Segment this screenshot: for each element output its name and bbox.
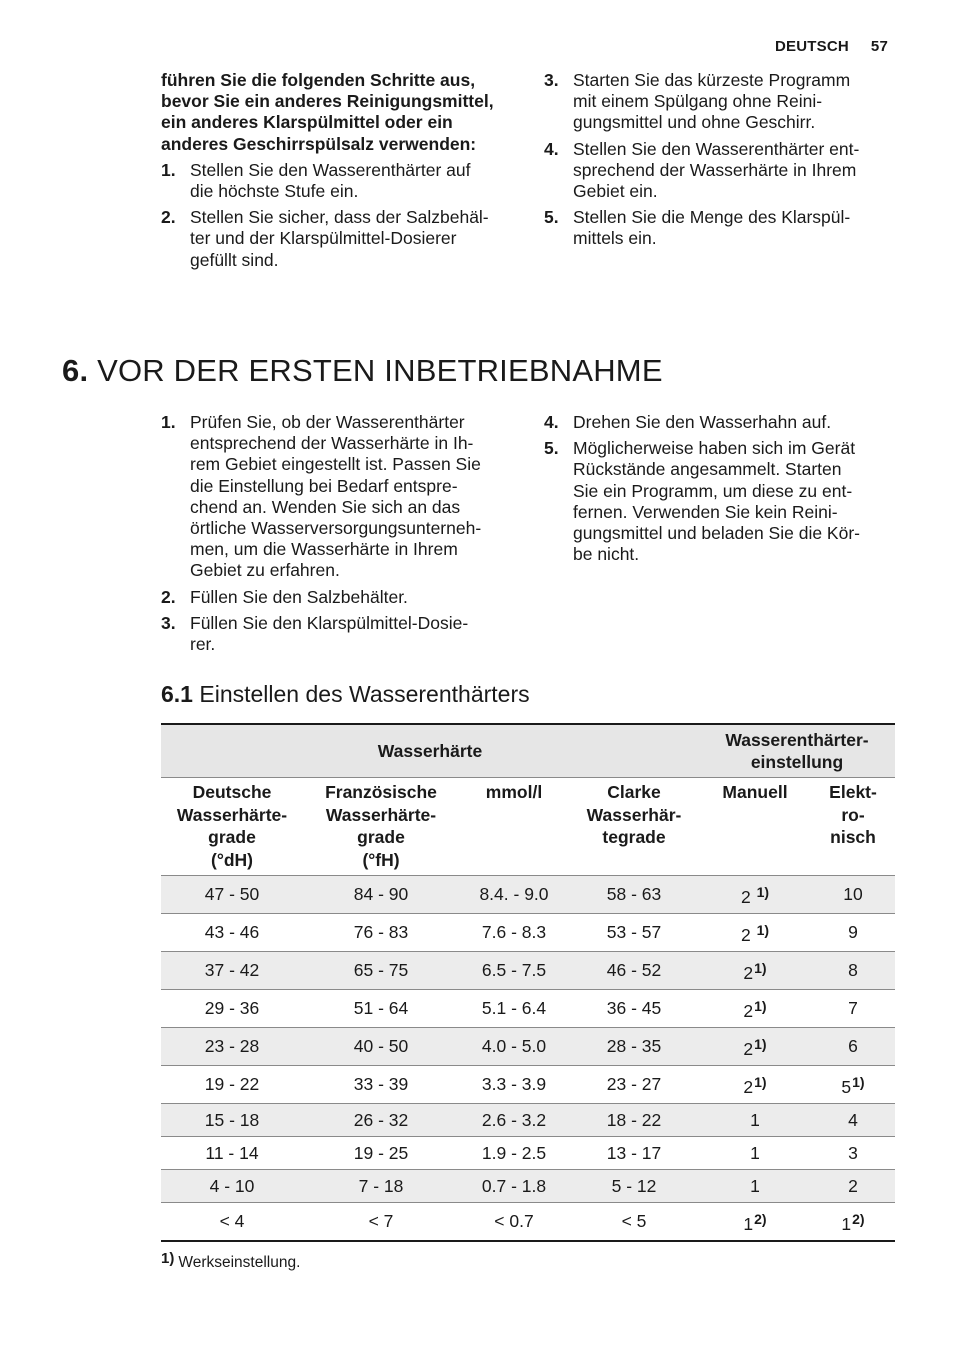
step-text-line: örtliche Wasserversorgungsunterneh- bbox=[190, 518, 482, 539]
header-line: Wasserhär- bbox=[586, 804, 682, 825]
cell-value: 53 - 57 bbox=[606, 922, 662, 943]
cell-value: 65 - 75 bbox=[353, 960, 409, 981]
step-text-line: rer. bbox=[190, 634, 216, 655]
chapter-right-column bbox=[544, 412, 899, 570]
table-cell bbox=[459, 952, 569, 990]
step-number: 1. bbox=[161, 159, 176, 180]
table-cell bbox=[303, 1203, 459, 1242]
table-cell bbox=[699, 1066, 811, 1104]
step-text-line: die höchste Stufe ein. bbox=[190, 181, 359, 202]
column-header bbox=[569, 778, 699, 876]
cell-value: 2 bbox=[743, 1000, 754, 1021]
cell-value: 2.6 - 3.2 bbox=[481, 1109, 547, 1130]
step-text-line: sprechend der Wasserhärte in Ihrem bbox=[573, 159, 857, 180]
table-cell bbox=[161, 990, 303, 1028]
step-text-line: Gebiet ein. bbox=[573, 181, 658, 202]
cell-value: 29 - 36 bbox=[204, 998, 260, 1019]
step-number: 3. bbox=[544, 70, 559, 90]
cell-value: 7 - 18 bbox=[358, 1175, 404, 1196]
step-text-line: men, um die Wasserhärte in Ihrem bbox=[190, 539, 458, 560]
cell-value: 7.6 - 8.3 bbox=[481, 922, 547, 943]
table-cell bbox=[811, 1028, 895, 1066]
table-cell bbox=[569, 990, 699, 1028]
cell-value: 46 - 52 bbox=[606, 960, 662, 981]
cell-value: 2 bbox=[743, 1038, 754, 1059]
table-cell bbox=[459, 1066, 569, 1104]
table-cell bbox=[699, 1203, 811, 1242]
table-cell bbox=[161, 1066, 303, 1104]
header-line: Wasserhärte- bbox=[325, 804, 437, 825]
table-cell bbox=[459, 876, 569, 914]
step-text-line: Füllen Sie den Klarspülmittel-Dosie- bbox=[190, 612, 469, 633]
table-row bbox=[161, 914, 895, 952]
header-line: Deutsche bbox=[192, 782, 272, 802]
table-row bbox=[161, 1104, 895, 1137]
table-cell bbox=[161, 1104, 303, 1137]
step-number: 4. bbox=[544, 412, 559, 432]
table-cell bbox=[161, 914, 303, 952]
step-text-line: gungsmittel und beladen Sie die Kör- bbox=[573, 523, 860, 544]
table-cell bbox=[303, 990, 459, 1028]
header-line: Wasserhärte- bbox=[176, 804, 288, 825]
step-text-line: ter und der Klarspülmittel-Dosierer bbox=[190, 228, 457, 249]
list-item bbox=[544, 207, 899, 249]
header-line: einstellung bbox=[750, 752, 844, 772]
footnote-ref: 1) bbox=[852, 1073, 865, 1090]
header-line: Französische bbox=[325, 782, 437, 802]
cell-value: 18 - 22 bbox=[606, 1109, 662, 1130]
header-line: tegrade bbox=[602, 827, 666, 847]
step-number: 2. bbox=[161, 207, 176, 228]
footnote-ref: 1) bbox=[756, 883, 770, 900]
cell-value: 2 bbox=[740, 924, 751, 945]
chapter-number: 6. bbox=[62, 353, 89, 388]
column-header bbox=[699, 778, 811, 876]
section-heading bbox=[161, 681, 530, 708]
table-row bbox=[161, 1170, 895, 1203]
intro-text: führen Sie die folgenden Schritte aus, bevor Sie ein anderes Reinigungsmittel, ein anderes Klarspülmittel oder ein anderes Geschirrspülsalz verwenden: bbox=[161, 70, 494, 154]
cell-value: 1 bbox=[841, 1213, 852, 1234]
chapter-title: VOR DER ERSTEN INBETRIEBNAHME bbox=[97, 353, 663, 388]
section-title: Einstellen des Wasserenthärters bbox=[199, 681, 530, 707]
table-cell bbox=[569, 1137, 699, 1170]
table-cell bbox=[459, 1137, 569, 1170]
group-header-hardness: Wasserhärte bbox=[161, 724, 699, 778]
list-item bbox=[544, 139, 899, 203]
header-line: mmol/l bbox=[485, 782, 543, 802]
step-number: 1. bbox=[161, 412, 176, 432]
step-text-line: Füllen Sie den Salzbehälter. bbox=[190, 586, 408, 607]
list-item bbox=[161, 207, 516, 271]
table-cell bbox=[569, 876, 699, 914]
table-cell bbox=[303, 952, 459, 990]
cell-value: 10 bbox=[843, 884, 863, 905]
table-cell bbox=[811, 1203, 895, 1242]
footnote-ref: 2) bbox=[754, 1210, 767, 1227]
cell-value: 1 bbox=[750, 1109, 760, 1130]
list-item bbox=[161, 412, 516, 582]
cell-value: 23 - 27 bbox=[606, 1074, 662, 1095]
header-line: Manuell bbox=[722, 782, 788, 802]
step-text-line: Stellen Sie sicher, dass der Salzbehäl- bbox=[190, 207, 489, 228]
step-text-line: mit einem Spülgang ohne Reini- bbox=[573, 91, 823, 112]
table-cell bbox=[161, 1137, 303, 1170]
step-text-line: Rückstände angesammelt. Starten bbox=[573, 459, 842, 480]
table-cell bbox=[161, 952, 303, 990]
step-text-line: Stellen Sie den Wasserenthärter auf bbox=[190, 159, 471, 180]
cell-value: 43 - 46 bbox=[204, 922, 260, 943]
footnote-ref: 1) bbox=[754, 1035, 767, 1052]
cell-value: 47 - 50 bbox=[204, 884, 260, 905]
table-cell bbox=[811, 990, 895, 1028]
page-header bbox=[775, 38, 888, 55]
cell-value: 19 - 25 bbox=[353, 1142, 409, 1163]
table-cell bbox=[811, 1137, 895, 1170]
cell-value: 3 bbox=[848, 1142, 858, 1163]
chapter-heading bbox=[62, 353, 663, 389]
footnote-ref: 2) bbox=[852, 1210, 865, 1227]
cell-value: 7 bbox=[848, 998, 858, 1019]
table-cell bbox=[569, 1170, 699, 1203]
header-line: Clarke bbox=[607, 782, 661, 802]
table-cell bbox=[811, 952, 895, 990]
step-text-line: Stellen Sie den Wasserenthärter ent- bbox=[573, 138, 860, 159]
cell-value: 2 bbox=[743, 962, 754, 983]
step-number: 3. bbox=[161, 612, 176, 633]
step-text-line: gungsmittel und ohne Geschirr. bbox=[573, 112, 816, 133]
group-header-setting bbox=[699, 724, 895, 778]
step-text-line: entsprechend der Wasserhärte in Ih- bbox=[190, 433, 474, 454]
table-cell bbox=[699, 990, 811, 1028]
step-text-line: rem Gebiet eingestellt ist. Passen Sie bbox=[190, 454, 481, 475]
steps-list bbox=[161, 160, 516, 271]
cell-value: 19 - 22 bbox=[204, 1074, 260, 1095]
header-line: grade bbox=[208, 827, 256, 847]
cell-value: < 7 bbox=[368, 1211, 394, 1232]
step-text-line: gefüllt sind. bbox=[190, 249, 279, 270]
table-cell bbox=[699, 1104, 811, 1137]
table-cell bbox=[161, 1170, 303, 1203]
table-cell bbox=[811, 914, 895, 952]
chapter-left-column bbox=[161, 412, 516, 660]
table-cell bbox=[303, 1137, 459, 1170]
cell-value: < 4 bbox=[219, 1211, 245, 1232]
cell-value: 5 bbox=[841, 1076, 852, 1097]
step-text-line: Prüfen Sie, ob der Wasserenthärter bbox=[190, 412, 465, 432]
cell-value: 1 bbox=[743, 1213, 754, 1234]
cell-value: 26 - 32 bbox=[353, 1109, 409, 1130]
cell-value: 2 bbox=[740, 886, 751, 907]
table-cell bbox=[699, 914, 811, 952]
footnote-ref: 1) bbox=[754, 997, 767, 1014]
table-cell bbox=[303, 1104, 459, 1137]
header-line: (°dH) bbox=[211, 849, 253, 870]
cell-value: 1 bbox=[750, 1175, 760, 1196]
top-right-column bbox=[544, 70, 899, 255]
list-item bbox=[544, 438, 899, 565]
table-cell bbox=[569, 952, 699, 990]
step-text-line: fernen. Verwenden Sie kein Reini- bbox=[573, 501, 838, 522]
table-row bbox=[161, 1028, 895, 1066]
page-number: 57 bbox=[870, 38, 888, 55]
step-number: 5. bbox=[544, 207, 559, 228]
step-text-line: Sie ein Programm, um diese zu ent- bbox=[573, 480, 853, 501]
table-cell bbox=[303, 1170, 459, 1203]
step-number: 4. bbox=[544, 138, 559, 159]
cell-value: 40 - 50 bbox=[353, 1036, 409, 1057]
table-cell bbox=[459, 1028, 569, 1066]
step-text-line: die Einstellung bei Bedarf entspre- bbox=[190, 475, 458, 496]
cell-value: 23 - 28 bbox=[204, 1036, 260, 1057]
header-line: (°fH) bbox=[362, 849, 400, 870]
cell-value: 36 - 45 bbox=[606, 998, 662, 1019]
column-header bbox=[811, 778, 895, 876]
footnote-ref: 1) bbox=[756, 921, 770, 938]
header-line: ro- bbox=[841, 804, 865, 825]
step-text-line: Möglicherweise haben sich im Gerät bbox=[573, 438, 856, 459]
cell-value: < 5 bbox=[621, 1211, 647, 1232]
steps-list bbox=[161, 412, 516, 655]
header-line: nisch bbox=[830, 827, 876, 847]
table-cell bbox=[161, 1203, 303, 1242]
list-item bbox=[161, 587, 516, 608]
table-cell bbox=[459, 1170, 569, 1203]
table-cell bbox=[459, 990, 569, 1028]
cell-value: 2 bbox=[848, 1175, 858, 1196]
table-cell bbox=[161, 876, 303, 914]
footnote-mark: 1) bbox=[161, 1250, 175, 1267]
steps-list bbox=[544, 412, 899, 565]
table-cell bbox=[569, 1066, 699, 1104]
table-row bbox=[161, 990, 895, 1028]
list-item bbox=[544, 70, 899, 134]
cell-value: 58 - 63 bbox=[606, 884, 662, 905]
top-left-column bbox=[161, 70, 516, 276]
section-number: 6.1 bbox=[161, 681, 193, 707]
table-cell bbox=[459, 914, 569, 952]
table-cell bbox=[569, 914, 699, 952]
cell-value: 37 - 42 bbox=[204, 960, 260, 981]
table-cell bbox=[811, 1066, 895, 1104]
table-cell bbox=[303, 876, 459, 914]
table-cell bbox=[699, 1170, 811, 1203]
step-text-line: be nicht. bbox=[573, 544, 640, 565]
footnote-ref: 1) bbox=[754, 959, 767, 976]
cell-value: < 0.7 bbox=[494, 1211, 534, 1232]
step-text-line: Drehen Sie den Wasserhahn auf. bbox=[573, 412, 832, 432]
column-header bbox=[303, 778, 459, 876]
table-cell bbox=[699, 952, 811, 990]
table-body bbox=[161, 876, 895, 1242]
cell-value: 2 bbox=[743, 1076, 754, 1097]
cell-value: 13 - 17 bbox=[606, 1142, 662, 1163]
cell-value: 5.1 - 6.4 bbox=[481, 998, 547, 1019]
cell-value: 6.5 - 7.5 bbox=[481, 960, 547, 981]
water-hardness-table bbox=[161, 723, 895, 1242]
cell-value: 11 - 14 bbox=[205, 1142, 259, 1163]
table-row bbox=[161, 1066, 895, 1104]
table-cell bbox=[699, 1028, 811, 1066]
column-header bbox=[459, 778, 569, 876]
step-text-line: Stellen Sie die Menge des Klarspül- bbox=[573, 207, 851, 228]
footnote-text: Werkseinstellung. bbox=[178, 1254, 301, 1271]
cell-value: 1.9 - 2.5 bbox=[481, 1142, 547, 1163]
header-line: Elekt- bbox=[829, 782, 877, 802]
cell-value: 4 - 10 bbox=[209, 1175, 255, 1196]
cell-value: 3.3 - 3.9 bbox=[481, 1074, 547, 1095]
steps-list bbox=[544, 70, 899, 250]
list-item bbox=[161, 160, 516, 202]
step-text-line: Gebiet zu erfahren. bbox=[190, 560, 340, 581]
step-number: 2. bbox=[161, 586, 176, 607]
table-cell bbox=[161, 1028, 303, 1066]
table-cell bbox=[811, 1104, 895, 1137]
table-cell bbox=[699, 1137, 811, 1170]
table-cell bbox=[459, 1203, 569, 1242]
list-item bbox=[544, 412, 899, 433]
header-line: Wasserenthärter- bbox=[725, 729, 869, 750]
table-cell bbox=[569, 1104, 699, 1137]
footnote-ref: 1) bbox=[754, 1073, 767, 1090]
cell-value: 9 bbox=[848, 922, 858, 943]
table-cell bbox=[303, 914, 459, 952]
step-text-line: chend an. Wenden Sie sich an das bbox=[190, 496, 461, 517]
cell-value: 76 - 83 bbox=[353, 922, 409, 943]
table-cell bbox=[303, 1028, 459, 1066]
column-header bbox=[161, 778, 303, 876]
table-row bbox=[161, 1203, 895, 1242]
header-language: DEUTSCH bbox=[775, 38, 849, 55]
cell-value: 0.7 - 1.8 bbox=[481, 1175, 547, 1196]
table-cell bbox=[811, 876, 895, 914]
header-line: grade bbox=[357, 827, 405, 847]
table-cell bbox=[569, 1028, 699, 1066]
step-text-line: Starten Sie das kürzeste Programm bbox=[573, 70, 851, 90]
table-row bbox=[161, 876, 895, 914]
cell-value: 5 - 12 bbox=[611, 1175, 657, 1196]
cell-value: 33 - 39 bbox=[353, 1074, 409, 1095]
cell-value: 6 bbox=[848, 1036, 858, 1057]
cell-value: 8.4. - 9.0 bbox=[479, 884, 549, 905]
table-cell bbox=[699, 876, 811, 914]
cell-value: 28 - 35 bbox=[606, 1036, 662, 1057]
cell-value: 84 - 90 bbox=[353, 884, 409, 905]
table-cell bbox=[459, 1104, 569, 1137]
cell-value: 8 bbox=[848, 960, 858, 981]
table-row bbox=[161, 952, 895, 990]
cell-value: 4 bbox=[848, 1109, 858, 1130]
table-cell bbox=[569, 1203, 699, 1242]
footnote bbox=[161, 1250, 300, 1272]
cell-value: 4.0 - 5.0 bbox=[481, 1036, 547, 1057]
table-cell bbox=[811, 1170, 895, 1203]
list-item bbox=[161, 613, 516, 655]
cell-value: 15 - 18 bbox=[204, 1109, 260, 1130]
step-text-line: mittels ein. bbox=[573, 228, 657, 249]
cell-value: 1 bbox=[750, 1142, 760, 1163]
cell-value: 51 - 64 bbox=[353, 998, 409, 1019]
table-cell bbox=[303, 1066, 459, 1104]
step-number: 5. bbox=[544, 438, 559, 459]
table-row bbox=[161, 1137, 895, 1170]
